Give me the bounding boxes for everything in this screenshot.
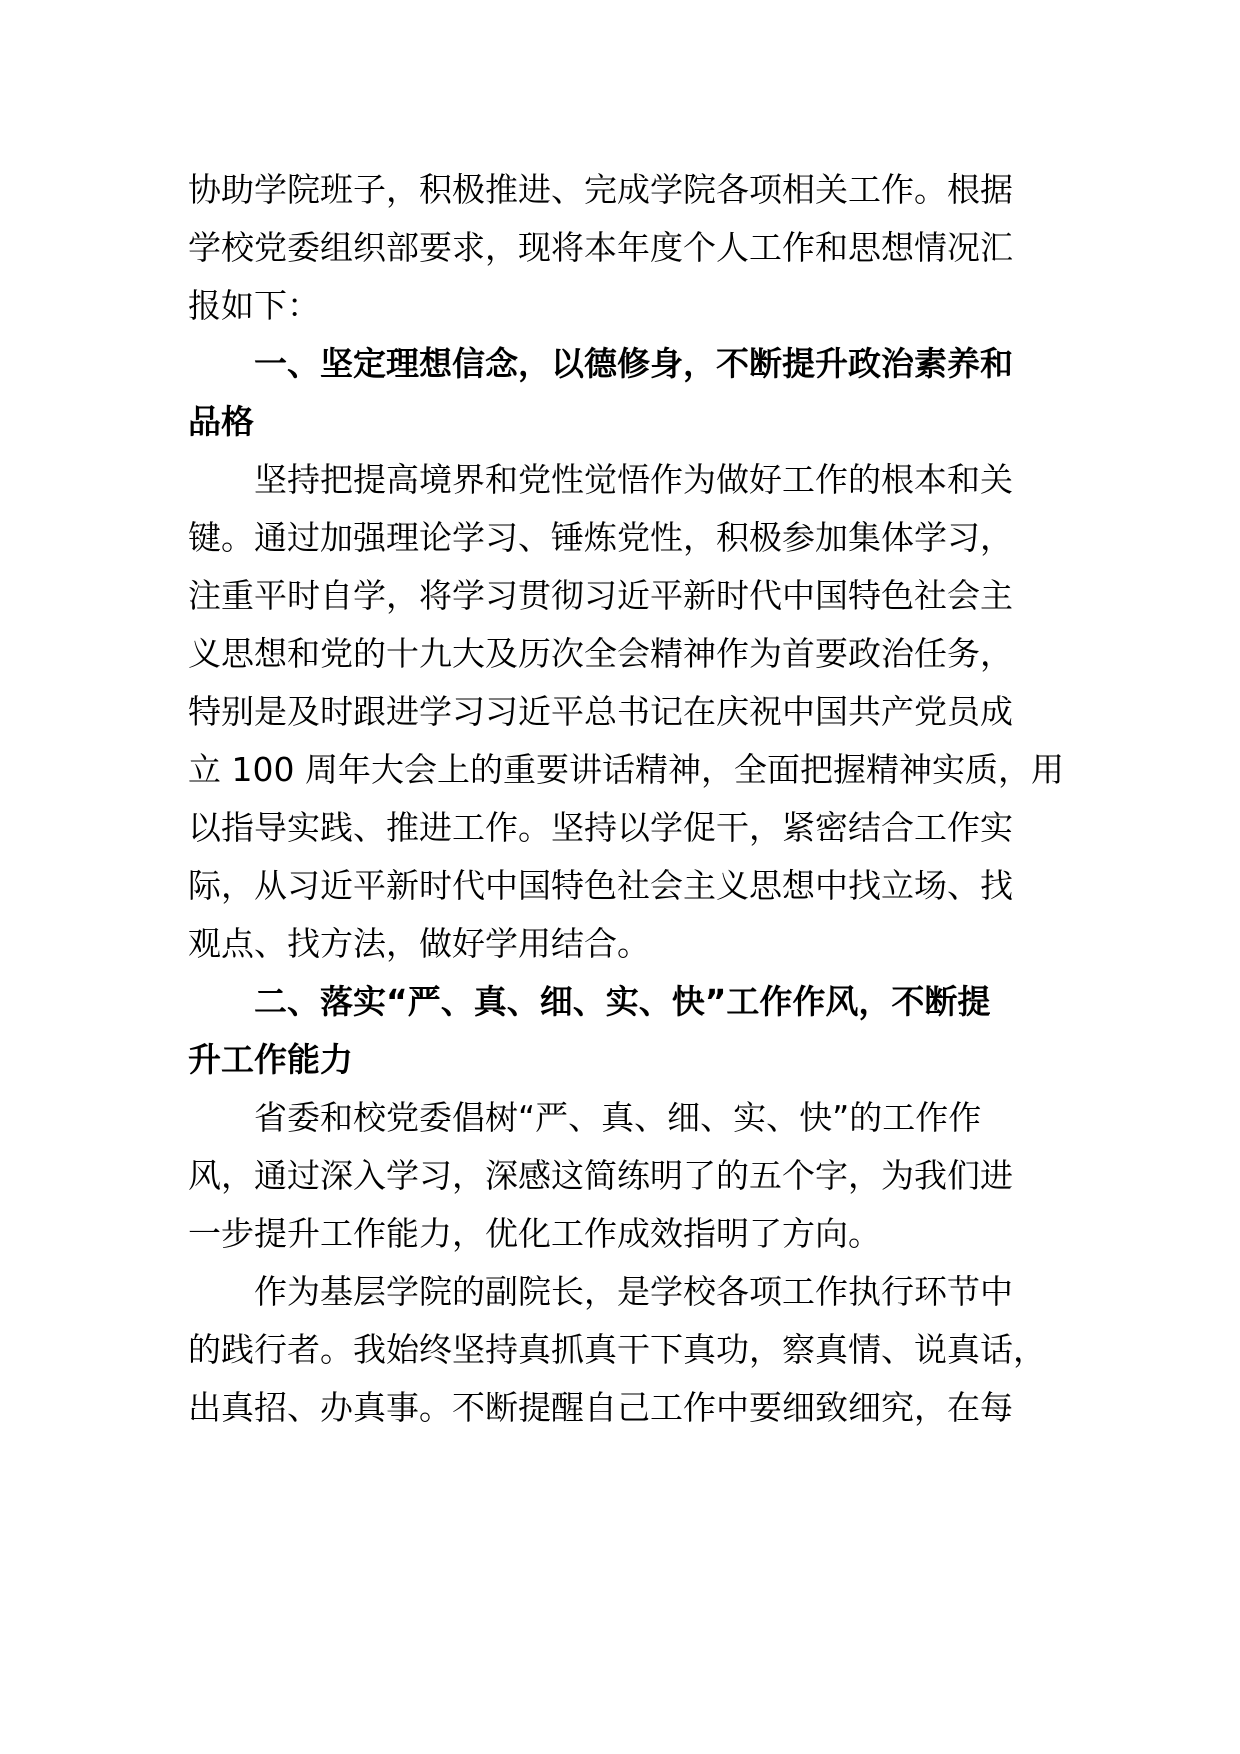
body-text-line: 作为基层学院的副院长，是学校各项工作执行环节中 — [254, 1272, 1013, 1311]
body-text-line: 坚持把提高境界和党性觉悟作为做好工作的根本和关 — [254, 460, 1013, 499]
body-text-line: 一步提升工作能力，优化工作成效指明了方向。 — [188, 1214, 881, 1253]
body-text-line: 学校党委组织部要求，现将本年度个人工作和思想情况汇 — [188, 228, 1013, 267]
body-text-line: 键。通过加强理论学习、锤炼党性，积极参加集体学习， — [188, 518, 1013, 557]
body-text-line: 观点、找方法，做好学用结合。 — [188, 924, 650, 963]
body-text-line: 报如下： — [188, 286, 320, 325]
section-heading-1: 一、坚定理想信念，以德修身，不断提升政治素养和 — [254, 344, 1013, 383]
body-text-line: 风，通过深入学习，深感这简练明了的五个字，为我们进 — [188, 1156, 1013, 1195]
body-text-line: 特别是及时跟进学习习近平总书记在庆祝中国共产党员成 — [188, 692, 1013, 731]
body-text-line: 省委和校党委倡树“严、真、细、实、快”的工作作 — [254, 1098, 982, 1137]
section-heading-1-continued: 品格 — [188, 402, 254, 441]
section-heading-2: 二、落实“严、真、细、实、快”工作作风，不断提 — [254, 982, 991, 1021]
body-text-line: 际，从习近平新时代中国特色社会主义思想中找立场、找 — [188, 866, 1013, 905]
section-heading-2-continued: 升工作能力 — [188, 1040, 353, 1079]
body-text-line: 注重平时自学，将学习贯彻习近平新时代中国特色社会主 — [188, 576, 1013, 615]
body-text-line: 立 100 周年大会上的重要讲话精神，全面把握精神实质，用 — [188, 750, 1064, 789]
body-text-line: 义思想和党的十九大及历次全会精神作为首要政治任务， — [188, 634, 1013, 673]
body-text-line: 以指导实践、推进工作。坚持以学促干，紧密结合工作实 — [188, 808, 1013, 847]
body-text-line: 出真招、办真事。不断提醒自己工作中要细致细究，在每 — [188, 1388, 1013, 1427]
body-text-line: 的践行者。我始终坚持真抓真干下真功，察真情、说真话， — [188, 1330, 1046, 1369]
body-text-line: 协助学院班子，积极推进、完成学院各项相关工作。根据 — [188, 170, 1013, 209]
